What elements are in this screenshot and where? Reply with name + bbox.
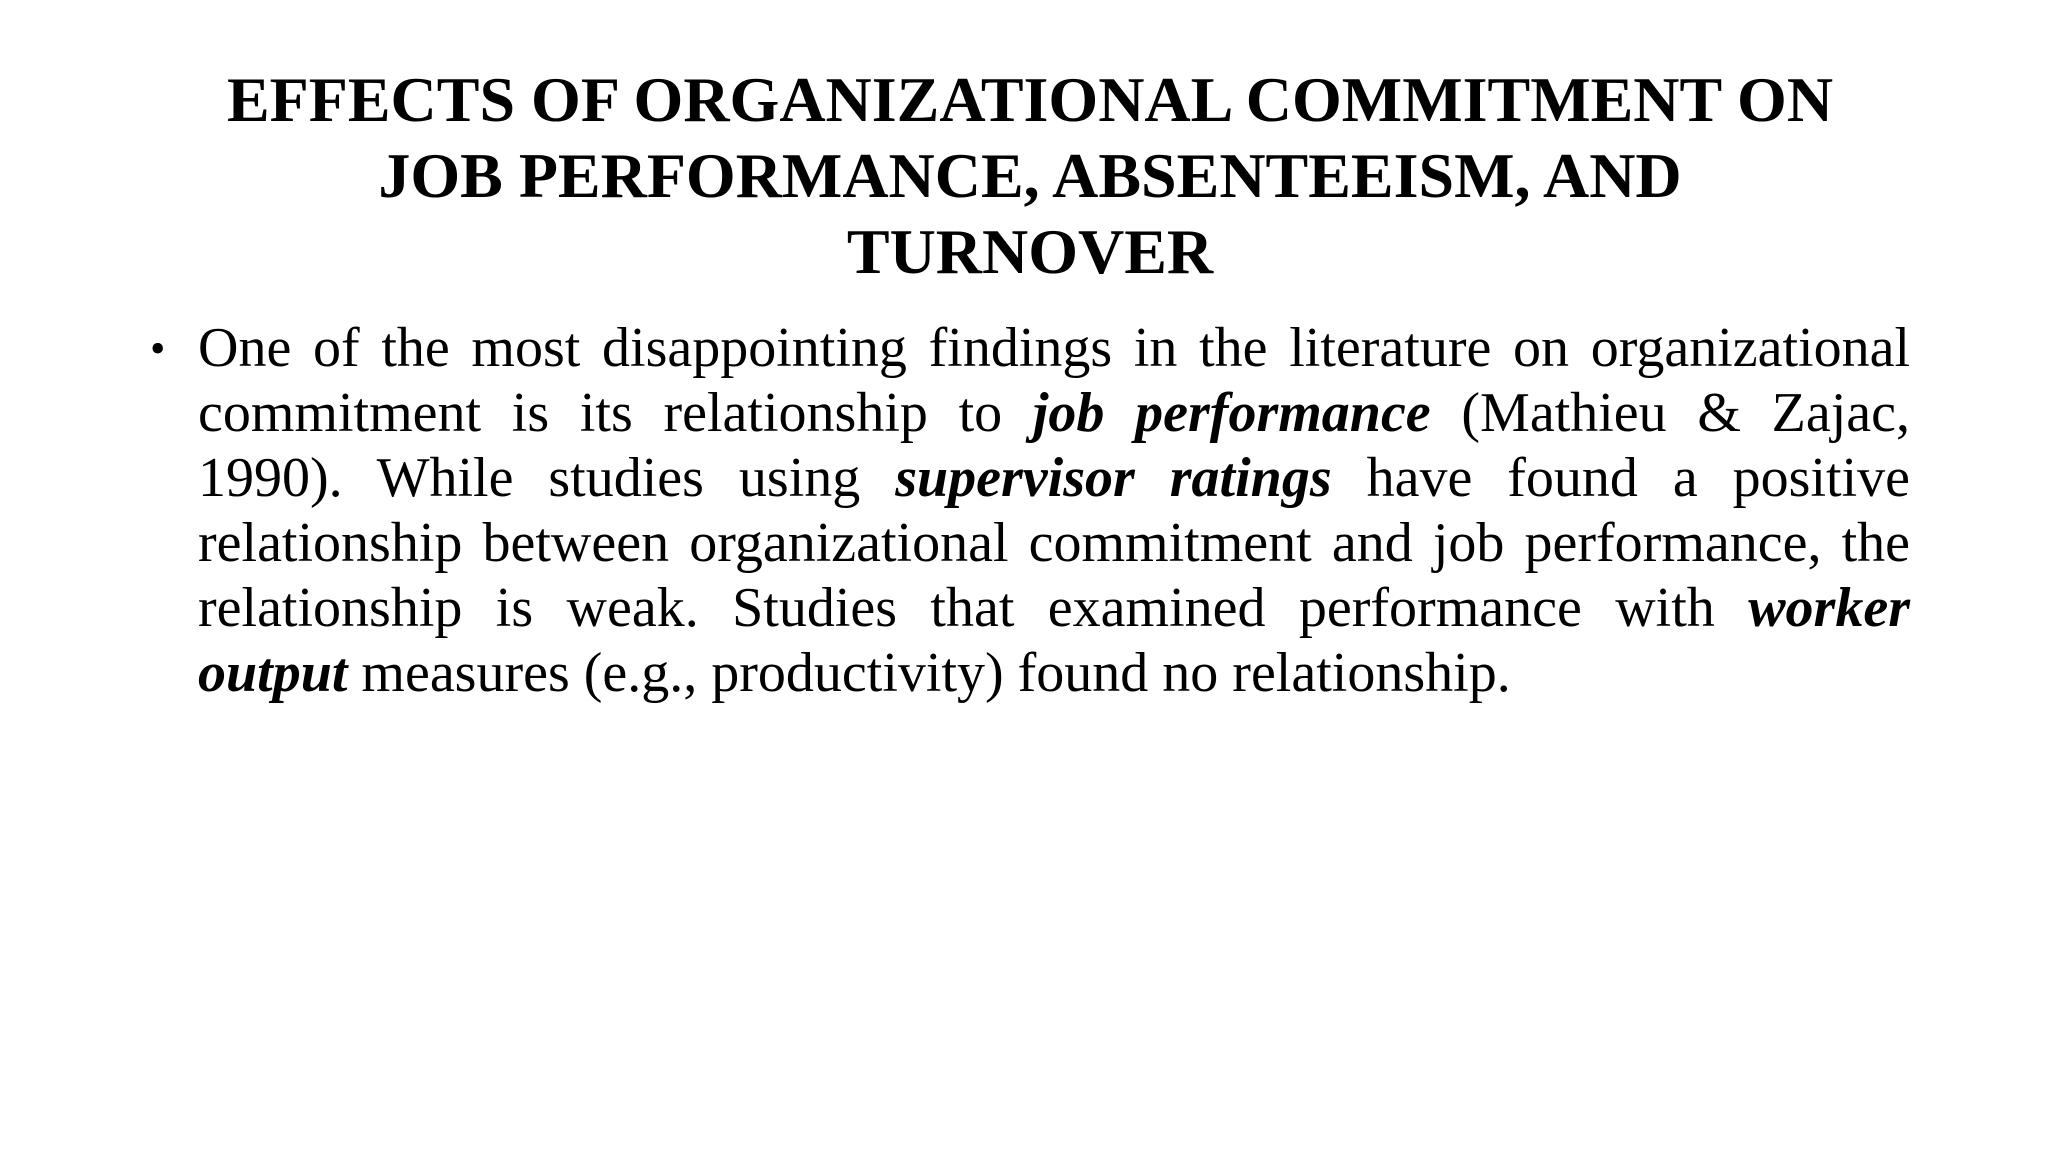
bullet-marker: • [150, 324, 166, 373]
emphasis-worker-output: worker output [198, 577, 1910, 704]
slide-body [150, 316, 1910, 706]
slide-title [150, 62, 1910, 290]
slide-title-line-2: JOB PERFORMANCE, ABSENTEEISM, AND [378, 140, 1682, 211]
bullet-paragraph [150, 316, 1910, 706]
slide-title-line-3: TURNOVER [846, 216, 1214, 287]
body-text-segment: (Mathieu & Zajac, 1990). While studies using [198, 382, 1910, 509]
emphasis-job-performance: job performance [1032, 382, 1431, 444]
body-text-segment: measures (e.g., productivity) found no relationship. [347, 642, 1511, 704]
body-text-segment: have found a positive relationship between organizational commitment and job performance, the relationship is weak. Studies that examined performance with [198, 447, 1911, 639]
body-text-segment: One of the most disappointing findings in the literature on organizational commitment is its relationship to [198, 317, 1910, 444]
emphasis-supervisor-ratings: supervisor ratings [895, 447, 1332, 509]
slide-title-line-1: EFFECTS OF ORGANIZATIONAL COMMITMENT ON [226, 64, 1834, 135]
